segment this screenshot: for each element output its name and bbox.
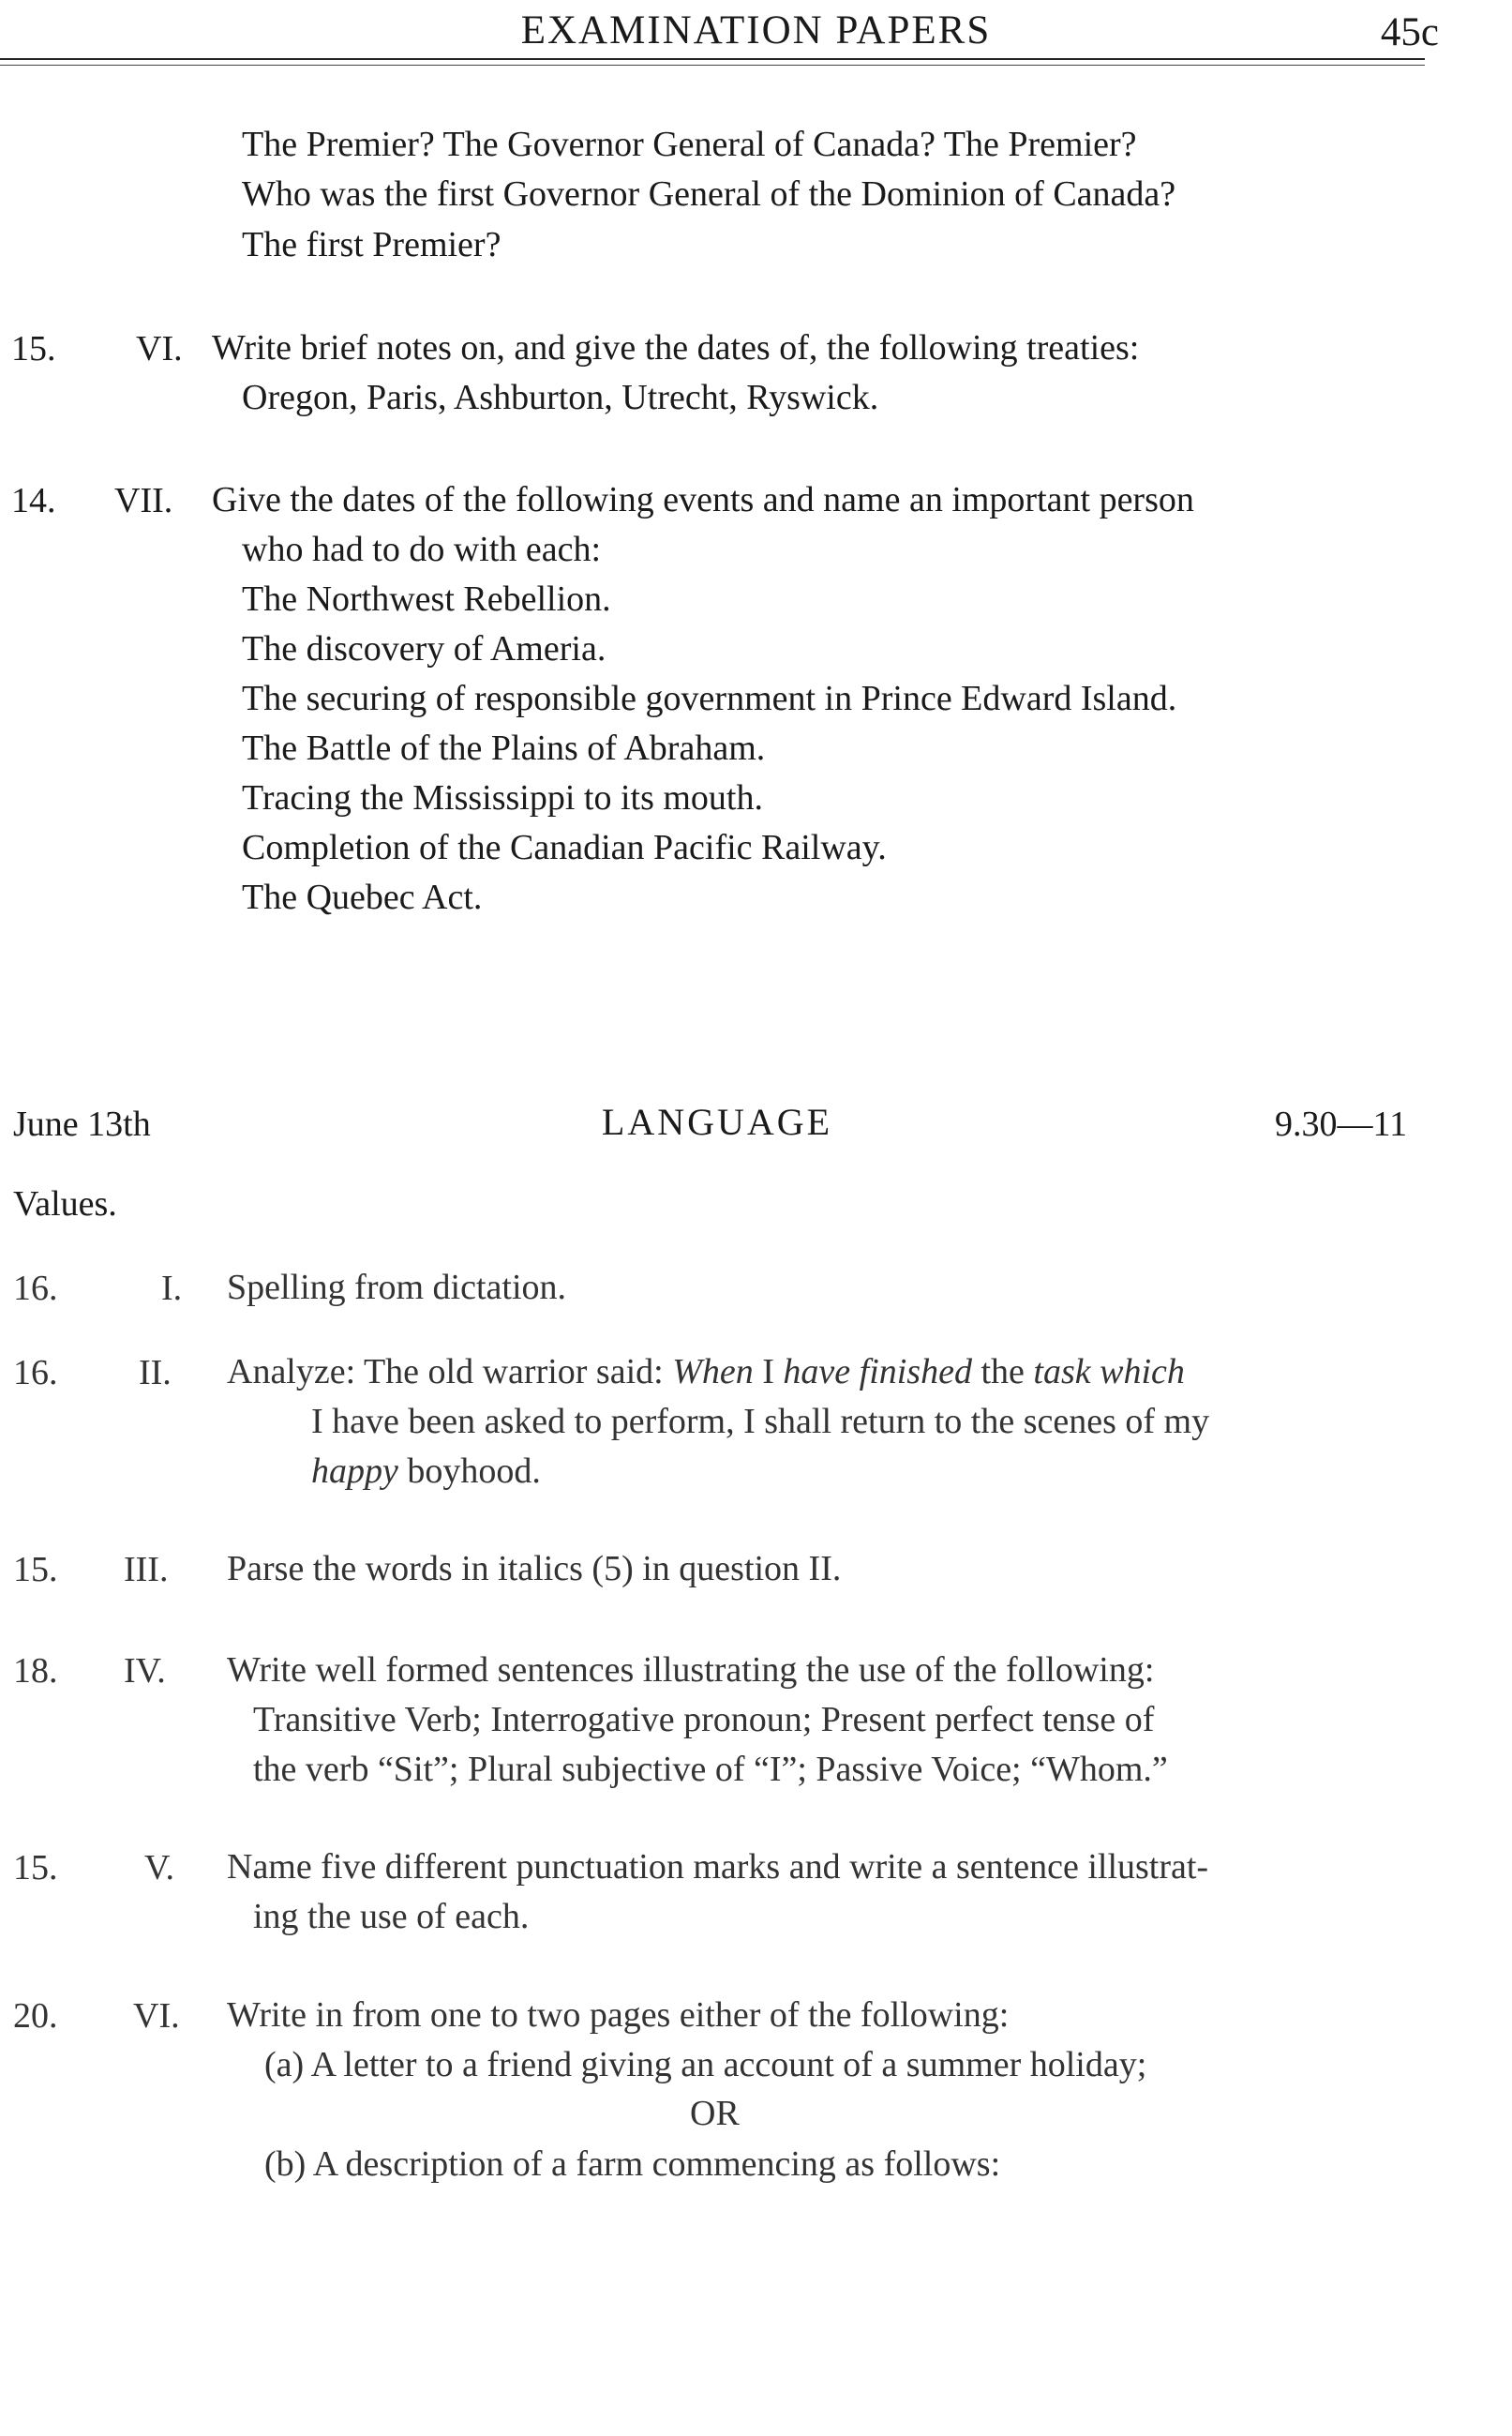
question-numeral: VI. <box>133 1996 180 2036</box>
header-rule <box>0 58 1425 60</box>
question-text-line: Write well formed sentences illustrating the use of the following: <box>227 1650 1155 1690</box>
question-value: 15. <box>11 329 56 368</box>
question-value: 15. <box>13 1848 58 1887</box>
values-label: Values. <box>13 1184 117 1224</box>
question-numeral: I. <box>161 1269 183 1308</box>
event-item: Tracing the Mississippi to its mouth. <box>242 778 763 818</box>
question-numeral: III. <box>124 1550 169 1589</box>
question-text-line: ing the use of each. <box>253 1897 530 1936</box>
question-text-line: the verb “Sit”; Plural subjective of “I”; Passive Voice; “Whom.” <box>253 1750 1168 1789</box>
event-item: The Quebec Act. <box>242 878 483 917</box>
question-text-line: Write in from one to two pages either of the following: <box>227 1995 1010 2035</box>
question-option-b: (b) A description of a farm commencing as follows: <box>264 2144 1001 2184</box>
page-number: 45c <box>1380 10 1439 54</box>
running-header-title: EXAMINATION PAPERS <box>520 8 992 53</box>
header-rule-thin <box>0 65 1425 66</box>
question-value: 14. <box>11 481 56 520</box>
question-numeral: V. <box>144 1848 175 1887</box>
question-numeral: IV. <box>124 1651 166 1691</box>
text-run: I <box>753 1352 784 1391</box>
question-text-line: I have been asked to perform, I shall return to the scenes of my <box>311 1402 1210 1441</box>
question-numeral: VI. <box>136 329 183 368</box>
event-item: Completion of the Canadian Pacific Railway. <box>242 828 887 867</box>
q13-continuation-line-3: The first Premier? <box>242 225 502 264</box>
question-text-line: Transitive Verb; Interrogative pronoun; Present perfect tense of <box>253 1700 1155 1739</box>
q13-continuation-line-1: The Premier? The Governor General of Canada? The Premier? <box>242 125 1137 164</box>
q13-continuation-line-2: Who was the first Governor General of the Dominion of Canada? <box>242 174 1176 214</box>
event-item: The securing of responsible government in Prince Edward Island. <box>242 679 1177 718</box>
question-value: 16. <box>13 1269 58 1308</box>
question-text-line <box>227 1352 1185 1393</box>
text-run: the <box>971 1352 1034 1391</box>
question-text-line: Parse the words in italics (5) in question II. <box>227 1549 842 1588</box>
question-value: 16. <box>13 1353 58 1392</box>
event-item: The Northwest Rebellion. <box>242 579 611 619</box>
question-text-line <box>311 1451 541 1493</box>
question-value: 18. <box>13 1651 58 1691</box>
text-run: Analyze: The old warrior said: <box>227 1352 673 1391</box>
question-text-line: Name five different punctuation marks and write a sentence illustrat- <box>227 1847 1209 1887</box>
text-run: boyhood. <box>397 1451 541 1491</box>
question-text-line: Give the dates of the following events and name an important person <box>212 480 1194 519</box>
question-or: OR <box>690 2094 740 2133</box>
question-option-a: (a) A letter to a friend giving an account of a summer holiday; <box>264 2045 1147 2084</box>
italic-word: have finished <box>783 1352 972 1391</box>
question-value: 20. <box>13 1996 58 2036</box>
italic-word: happy <box>311 1451 398 1491</box>
question-text-line: Oregon, Paris, Ashburton, Utrecht, Ryswick. <box>242 378 879 417</box>
question-numeral: II. <box>139 1353 172 1392</box>
event-item: The discovery of Ameria. <box>242 629 606 669</box>
section-date: June 13th <box>13 1105 151 1144</box>
italic-word: When <box>672 1352 754 1391</box>
section-time: 9.30—11 <box>1275 1105 1408 1144</box>
event-item: The Battle of the Plains of Abraham. <box>242 729 766 768</box>
italic-word: task which <box>1033 1352 1185 1391</box>
question-value: 15. <box>13 1550 58 1589</box>
question-text-line: who had to do with each: <box>242 530 602 569</box>
question-text-line: Write brief notes on, and give the dates of, the following treaties: <box>212 328 1140 368</box>
question-numeral: VII. <box>114 481 173 520</box>
question-text-line: Spelling from dictation. <box>227 1268 567 1307</box>
section-title: LANGUAGE <box>601 1101 833 1143</box>
